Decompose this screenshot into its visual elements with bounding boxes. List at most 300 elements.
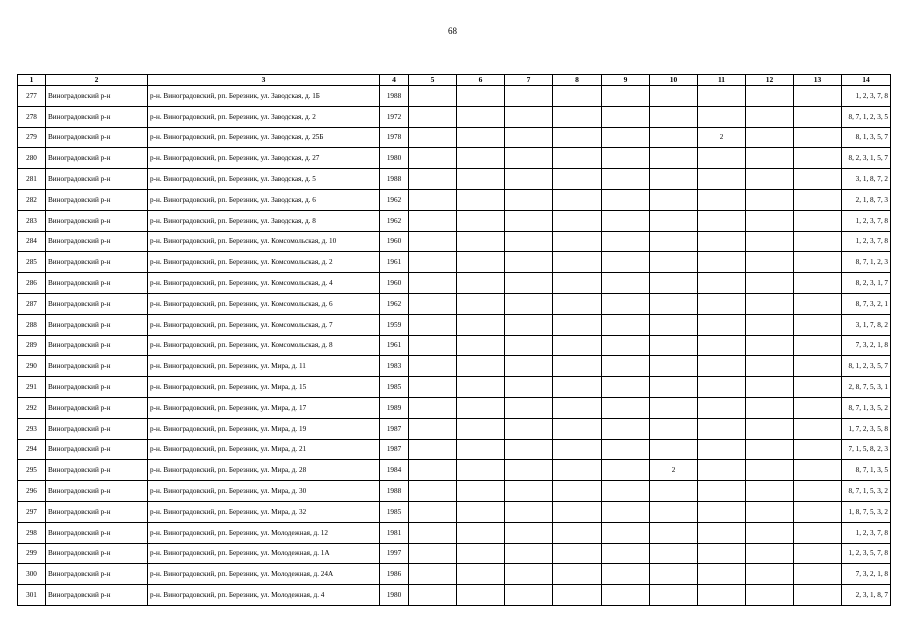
col13-cell — [794, 439, 842, 460]
col9-cell — [602, 356, 650, 377]
year-cell: 1961 — [380, 335, 409, 356]
col11-cell — [698, 564, 746, 585]
col12-cell — [746, 231, 794, 252]
address-cell: р-н. Виноградовский, рп. Березник, ул. Мира, д. 28 — [148, 460, 380, 481]
col5-cell — [409, 356, 457, 377]
year-cell: 1981 — [380, 522, 409, 543]
col12-cell — [746, 564, 794, 585]
order-cell: 8, 7, 1, 3, 5, 2 — [842, 397, 891, 418]
col10-cell — [650, 210, 698, 231]
col11-cell — [698, 86, 746, 107]
column-header-6: 6 — [457, 75, 505, 86]
address-cell: р-н. Виноградовский, рп. Березник, ул. Заводская, д. 8 — [148, 210, 380, 231]
year-cell: 1960 — [380, 231, 409, 252]
col5-cell — [409, 543, 457, 564]
col8-cell — [553, 86, 602, 107]
order-cell: 8, 1, 3, 5, 7 — [842, 127, 891, 148]
col6-cell — [457, 564, 505, 585]
col8-cell — [553, 293, 602, 314]
order-cell: 3, 1, 8, 7, 2 — [842, 169, 891, 190]
col6-cell — [457, 356, 505, 377]
col13-cell — [794, 522, 842, 543]
col10-cell — [650, 522, 698, 543]
order-cell: 1, 2, 3, 7, 8 — [842, 86, 891, 107]
row-number: 285 — [18, 252, 46, 273]
col12-cell — [746, 397, 794, 418]
column-header-11: 11 — [698, 75, 746, 86]
col13-cell — [794, 585, 842, 606]
col6-cell — [457, 293, 505, 314]
col11-cell — [698, 252, 746, 273]
col13-cell — [794, 148, 842, 169]
col8-cell — [553, 335, 602, 356]
col7-cell — [505, 314, 553, 335]
district-cell: Виноградовский р-н — [46, 148, 148, 169]
col5-cell — [409, 210, 457, 231]
col5-cell — [409, 127, 457, 148]
col5-cell — [409, 86, 457, 107]
order-cell: 2, 3, 1, 8, 7 — [842, 585, 891, 606]
order-cell: 8, 1, 2, 3, 5, 7 — [842, 356, 891, 377]
col12-cell — [746, 377, 794, 398]
table-row — [18, 543, 891, 564]
order-cell: 8, 7, 1, 3, 5 — [842, 460, 891, 481]
table-row — [18, 397, 891, 418]
col8-cell — [553, 106, 602, 127]
register-table — [17, 74, 891, 606]
address-cell: р-н. Виноградовский, рп. Березник, ул. Заводская, д. 1Б — [148, 86, 380, 107]
district-cell: Виноградовский р-н — [46, 356, 148, 377]
col7-cell — [505, 169, 553, 190]
col10-cell — [650, 231, 698, 252]
table-row — [18, 127, 891, 148]
row-number: 277 — [18, 86, 46, 107]
col7-cell — [505, 418, 553, 439]
col8-cell — [553, 231, 602, 252]
table-row — [18, 86, 891, 107]
order-cell: 1, 2, 3, 7, 8 — [842, 231, 891, 252]
col13-cell — [794, 106, 842, 127]
col12-cell — [746, 169, 794, 190]
col7-cell — [505, 397, 553, 418]
table-row — [18, 314, 891, 335]
column-header-8: 8 — [553, 75, 602, 86]
col7-cell — [505, 585, 553, 606]
row-number: 296 — [18, 481, 46, 502]
district-cell: Виноградовский р-н — [46, 335, 148, 356]
col11-cell — [698, 356, 746, 377]
col12-cell — [746, 127, 794, 148]
row-number: 297 — [18, 501, 46, 522]
table-row — [18, 418, 891, 439]
col13-cell — [794, 481, 842, 502]
table-row — [18, 148, 891, 169]
address-cell: р-н. Виноградовский, рп. Березник, ул. Заводская, д. 5 — [148, 169, 380, 190]
address-cell: р-н. Виноградовский, рп. Березник, ул. Комсомольская, д. 7 — [148, 314, 380, 335]
col12-cell — [746, 106, 794, 127]
col11-cell — [698, 273, 746, 294]
address-cell: р-н. Виноградовский, рп. Березник, ул. Молодежная, д. 24А — [148, 564, 380, 585]
col12-cell — [746, 148, 794, 169]
col9-cell — [602, 418, 650, 439]
col6-cell — [457, 501, 505, 522]
district-cell: Виноградовский р-н — [46, 397, 148, 418]
order-cell: 8, 2, 3, 1, 7 — [842, 273, 891, 294]
column-header-9: 9 — [602, 75, 650, 86]
row-number: 300 — [18, 564, 46, 585]
order-cell: 8, 2, 3, 1, 5, 7 — [842, 148, 891, 169]
table-row — [18, 501, 891, 522]
col13-cell — [794, 210, 842, 231]
address-cell: р-н. Виноградовский, рп. Березник, ул. Мира, д. 11 — [148, 356, 380, 377]
col9-cell — [602, 273, 650, 294]
district-cell: Виноградовский р-н — [46, 189, 148, 210]
col7-cell — [505, 148, 553, 169]
col6-cell — [457, 210, 505, 231]
year-cell: 1987 — [380, 439, 409, 460]
col7-cell — [505, 356, 553, 377]
year-cell: 1972 — [380, 106, 409, 127]
col9-cell — [602, 460, 650, 481]
col6-cell — [457, 335, 505, 356]
col11-cell: 2 — [698, 127, 746, 148]
district-cell: Виноградовский р-н — [46, 314, 148, 335]
col13-cell — [794, 460, 842, 481]
col5-cell — [409, 481, 457, 502]
year-cell: 1987 — [380, 418, 409, 439]
table-row — [18, 189, 891, 210]
col8-cell — [553, 273, 602, 294]
col9-cell — [602, 148, 650, 169]
col5-cell — [409, 377, 457, 398]
column-header-10: 10 — [650, 75, 698, 86]
row-number: 298 — [18, 522, 46, 543]
table-row — [18, 522, 891, 543]
table-row — [18, 273, 891, 294]
col13-cell — [794, 252, 842, 273]
col8-cell — [553, 377, 602, 398]
order-cell: 8, 7, 1, 2, 3 — [842, 252, 891, 273]
col5-cell — [409, 335, 457, 356]
table-row — [18, 293, 891, 314]
year-cell: 1980 — [380, 148, 409, 169]
col7-cell — [505, 252, 553, 273]
row-number: 292 — [18, 397, 46, 418]
column-header-2: 2 — [46, 75, 148, 86]
table-row — [18, 335, 891, 356]
header-row — [18, 75, 891, 86]
district-cell: Виноградовский р-н — [46, 564, 148, 585]
col5-cell — [409, 293, 457, 314]
col8-cell — [553, 460, 602, 481]
col7-cell — [505, 293, 553, 314]
page-number: 68 — [448, 26, 457, 36]
order-cell: 8, 7, 3, 2, 1 — [842, 293, 891, 314]
col5-cell — [409, 314, 457, 335]
year-cell: 1985 — [380, 501, 409, 522]
order-cell: 7, 3, 2, 1, 8 — [842, 335, 891, 356]
col9-cell — [602, 293, 650, 314]
col8-cell — [553, 481, 602, 502]
col8-cell — [553, 169, 602, 190]
year-cell: 1986 — [380, 564, 409, 585]
col9-cell — [602, 397, 650, 418]
col9-cell — [602, 169, 650, 190]
year-cell: 1997 — [380, 543, 409, 564]
col6-cell — [457, 314, 505, 335]
address-cell: р-н. Виноградовский, рп. Березник, ул. Комсомольская, д. 2 — [148, 252, 380, 273]
col12-cell — [746, 585, 794, 606]
address-cell: р-н. Виноградовский, рп. Березник, ул. Мира, д. 15 — [148, 377, 380, 398]
col11-cell — [698, 335, 746, 356]
col10-cell — [650, 148, 698, 169]
col5-cell — [409, 189, 457, 210]
col7-cell — [505, 460, 553, 481]
column-header-5: 5 — [409, 75, 457, 86]
col5-cell — [409, 273, 457, 294]
district-cell: Виноградовский р-н — [46, 210, 148, 231]
col6-cell — [457, 439, 505, 460]
table-row — [18, 169, 891, 190]
col10-cell — [650, 377, 698, 398]
col5-cell — [409, 231, 457, 252]
col12-cell — [746, 273, 794, 294]
table-row — [18, 439, 891, 460]
col12-cell — [746, 439, 794, 460]
col10-cell — [650, 252, 698, 273]
col10-cell — [650, 169, 698, 190]
row-number: 290 — [18, 356, 46, 377]
col11-cell — [698, 377, 746, 398]
col6-cell — [457, 543, 505, 564]
col7-cell — [505, 439, 553, 460]
col6-cell — [457, 460, 505, 481]
col11-cell — [698, 231, 746, 252]
district-cell: Виноградовский р-н — [46, 273, 148, 294]
address-cell: р-н. Виноградовский, рп. Березник, ул. Молодежная, д. 12 — [148, 522, 380, 543]
col11-cell — [698, 543, 746, 564]
col10-cell — [650, 481, 698, 502]
district-cell: Виноградовский р-н — [46, 439, 148, 460]
address-cell: р-н. Виноградовский, рп. Березник, ул. Заводская, д. 6 — [148, 189, 380, 210]
column-header-7: 7 — [505, 75, 553, 86]
district-cell: Виноградовский р-н — [46, 522, 148, 543]
column-header-3: 3 — [148, 75, 380, 86]
col6-cell — [457, 86, 505, 107]
col10-cell — [650, 418, 698, 439]
row-number: 299 — [18, 543, 46, 564]
row-number: 287 — [18, 293, 46, 314]
col11-cell — [698, 169, 746, 190]
row-number: 294 — [18, 439, 46, 460]
address-cell: р-н. Виноградовский, рп. Березник, ул. Молодежная, д. 1А — [148, 543, 380, 564]
col10-cell — [650, 543, 698, 564]
col10-cell — [650, 106, 698, 127]
order-cell: 2, 8, 7, 5, 3, 1 — [842, 377, 891, 398]
col13-cell — [794, 86, 842, 107]
col13-cell — [794, 335, 842, 356]
col7-cell — [505, 522, 553, 543]
column-header-14: 14 — [842, 75, 891, 86]
col12-cell — [746, 86, 794, 107]
col6-cell — [457, 127, 505, 148]
col10-cell — [650, 564, 698, 585]
row-number: 288 — [18, 314, 46, 335]
col13-cell — [794, 564, 842, 585]
table-row — [18, 106, 891, 127]
col11-cell — [698, 293, 746, 314]
col7-cell — [505, 377, 553, 398]
col11-cell — [698, 210, 746, 231]
order-cell: 7, 3, 2, 1, 8 — [842, 564, 891, 585]
district-cell: Виноградовский р-н — [46, 460, 148, 481]
year-cell: 1978 — [380, 127, 409, 148]
col12-cell — [746, 481, 794, 502]
district-cell: Виноградовский р-н — [46, 106, 148, 127]
col5-cell — [409, 397, 457, 418]
district-cell: Виноградовский р-н — [46, 231, 148, 252]
col6-cell — [457, 189, 505, 210]
col11-cell — [698, 314, 746, 335]
col8-cell — [553, 501, 602, 522]
address-cell: р-н. Виноградовский, рп. Березник, ул. Молодежная, д. 4 — [148, 585, 380, 606]
address-cell: р-н. Виноградовский, рп. Березник, ул. Заводская, д. 2 — [148, 106, 380, 127]
col9-cell — [602, 210, 650, 231]
col10-cell — [650, 189, 698, 210]
col7-cell — [505, 127, 553, 148]
row-number: 301 — [18, 585, 46, 606]
year-cell: 1989 — [380, 397, 409, 418]
address-cell: р-н. Виноградовский, рп. Березник, ул. Мира, д. 21 — [148, 439, 380, 460]
col5-cell — [409, 585, 457, 606]
col7-cell — [505, 543, 553, 564]
order-cell: 3, 1, 7, 8, 2 — [842, 314, 891, 335]
col12-cell — [746, 189, 794, 210]
col9-cell — [602, 543, 650, 564]
address-cell: р-н. Виноградовский, рп. Березник, ул. Мира, д. 30 — [148, 481, 380, 502]
order-cell: 7, 1, 5, 8, 2, 3 — [842, 439, 891, 460]
col13-cell — [794, 397, 842, 418]
col10-cell — [650, 439, 698, 460]
col7-cell — [505, 564, 553, 585]
district-cell: Виноградовский р-н — [46, 86, 148, 107]
year-cell: 1983 — [380, 356, 409, 377]
col8-cell — [553, 314, 602, 335]
col5-cell — [409, 564, 457, 585]
row-number: 284 — [18, 231, 46, 252]
col11-cell — [698, 106, 746, 127]
col8-cell — [553, 356, 602, 377]
col10-cell — [650, 585, 698, 606]
col5-cell — [409, 439, 457, 460]
col8-cell — [553, 148, 602, 169]
col13-cell — [794, 356, 842, 377]
col6-cell — [457, 418, 505, 439]
order-cell: 1, 8, 7, 5, 3, 2 — [842, 501, 891, 522]
col6-cell — [457, 231, 505, 252]
row-number: 278 — [18, 106, 46, 127]
col13-cell — [794, 127, 842, 148]
row-number: 282 — [18, 189, 46, 210]
col13-cell — [794, 189, 842, 210]
address-cell: р-н. Виноградовский, рп. Березник, ул. Заводская, д. 27 — [148, 148, 380, 169]
col13-cell — [794, 377, 842, 398]
col9-cell — [602, 585, 650, 606]
col12-cell — [746, 418, 794, 439]
district-cell: Виноградовский р-н — [46, 169, 148, 190]
col8-cell — [553, 585, 602, 606]
table-row — [18, 585, 891, 606]
col9-cell — [602, 501, 650, 522]
col9-cell — [602, 377, 650, 398]
col7-cell — [505, 106, 553, 127]
col8-cell — [553, 189, 602, 210]
row-number: 283 — [18, 210, 46, 231]
address-cell: р-н. Виноградовский, рп. Березник, ул. Мира, д. 32 — [148, 501, 380, 522]
col11-cell — [698, 501, 746, 522]
year-cell: 1961 — [380, 252, 409, 273]
col9-cell — [602, 86, 650, 107]
col8-cell — [553, 418, 602, 439]
order-cell: 1, 2, 3, 7, 8 — [842, 210, 891, 231]
order-cell: 8, 7, 1, 2, 3, 5 — [842, 106, 891, 127]
row-number: 280 — [18, 148, 46, 169]
row-number: 279 — [18, 127, 46, 148]
col12-cell — [746, 356, 794, 377]
col6-cell — [457, 148, 505, 169]
col9-cell — [602, 522, 650, 543]
col10-cell — [650, 273, 698, 294]
col10-cell — [650, 314, 698, 335]
col10-cell — [650, 501, 698, 522]
col9-cell — [602, 439, 650, 460]
order-cell: 8, 7, 1, 5, 3, 2 — [842, 481, 891, 502]
district-cell: Виноградовский р-н — [46, 377, 148, 398]
col7-cell — [505, 189, 553, 210]
district-cell: Виноградовский р-н — [46, 585, 148, 606]
col8-cell — [553, 564, 602, 585]
col8-cell — [553, 397, 602, 418]
address-cell: р-н. Виноградовский, рп. Березник, ул. Комсомольская, д. 4 — [148, 273, 380, 294]
row-number: 289 — [18, 335, 46, 356]
col7-cell — [505, 231, 553, 252]
col6-cell — [457, 169, 505, 190]
col12-cell — [746, 501, 794, 522]
col12-cell — [746, 543, 794, 564]
column-header-12: 12 — [746, 75, 794, 86]
col8-cell — [553, 543, 602, 564]
col11-cell — [698, 439, 746, 460]
col5-cell — [409, 460, 457, 481]
column-header-4: 4 — [380, 75, 409, 86]
row-number: 291 — [18, 377, 46, 398]
col11-cell — [698, 148, 746, 169]
col6-cell — [457, 377, 505, 398]
col10-cell — [650, 293, 698, 314]
year-cell: 1985 — [380, 377, 409, 398]
col5-cell — [409, 252, 457, 273]
col13-cell — [794, 231, 842, 252]
col11-cell — [698, 481, 746, 502]
col13-cell — [794, 314, 842, 335]
table-row — [18, 210, 891, 231]
address-cell: р-н. Виноградовский, рп. Березник, ул. Мира, д. 19 — [148, 418, 380, 439]
col11-cell — [698, 522, 746, 543]
year-cell: 1960 — [380, 273, 409, 294]
col5-cell — [409, 501, 457, 522]
col10-cell — [650, 356, 698, 377]
address-cell: р-н. Виноградовский, рп. Березник, ул. Комсомольская, д. 6 — [148, 293, 380, 314]
